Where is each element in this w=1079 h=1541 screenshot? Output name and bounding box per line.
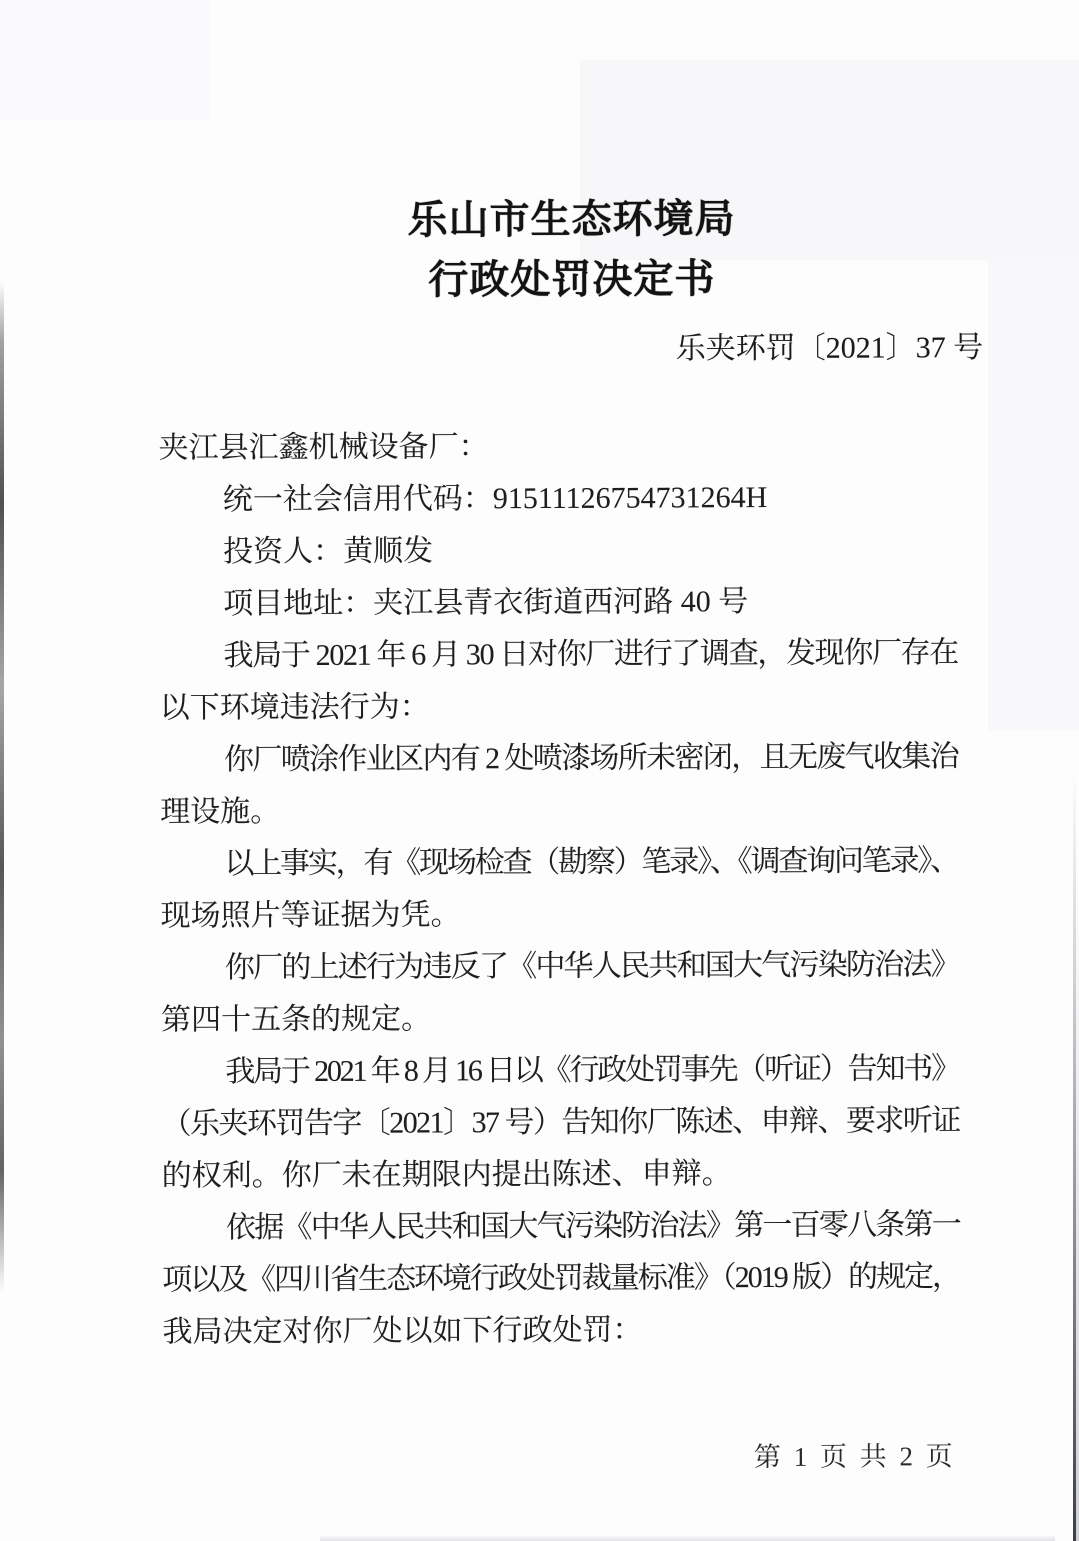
body-line: 统一社会信用代码：91511126754731264H <box>222 481 768 517</box>
document-title-type: 行政处罚决定书 <box>428 256 716 303</box>
body-line: 项目地址：夹江县青衣街道西河路 40 号 <box>223 585 749 621</box>
body-line: 第四十五条的规定。 <box>161 1002 432 1037</box>
body-line: 你厂喷涂作业区内有 2 处喷漆场所未密闭，且无废气收集治 <box>223 740 959 777</box>
page-number-footer: 第 1 页 共 2 页 <box>753 1441 956 1473</box>
document-number: 乐夹环罚〔2021〕37 号 <box>675 331 984 366</box>
body-line: 以下环境违法行为： <box>159 690 430 725</box>
body-line: 你厂的上述行为违反了《中华人民共和国大气污染防治法》 <box>224 948 959 985</box>
body-line: 理设施。 <box>160 795 281 829</box>
scan-edge-artifact-left <box>0 282 4 1292</box>
body-line: （乐夹环罚告字〔2021〕37 号）告知你厂陈述、申辩、要求听证 <box>161 1104 960 1141</box>
body-line: 我局于 2021 年 8 月 16 日以《行政处罚事先（听证）告知书》 <box>225 1052 959 1089</box>
document-title-agency: 乐山市生态环境局 <box>407 196 736 243</box>
body-line: 以上事实，有《现场检查（勘察）笔录》、《调查询问笔录》、 <box>224 844 959 881</box>
body-line: 投资人：黄顺发 <box>222 534 434 569</box>
body-line: 夹江县汇鑫机械设备厂： <box>158 430 489 465</box>
scan-edge-artifact-bottom <box>320 1535 1055 1541</box>
body-line: 依据《中华人民共和国大气污染防治法》第一百零八条第一 <box>225 1208 961 1245</box>
body-line: 现场照片等证据为凭。 <box>160 898 461 933</box>
body-line: 项以及《四川省生态环境行政处罚裁量标准》（2019 版）的规定， <box>162 1260 961 1297</box>
body-line: 我局于 2021 年 6 月 30 日对你厂进行了调查，发现你厂存在 <box>223 636 959 673</box>
document-body <box>158 419 962 1358</box>
body-line: 的权利。你厂未在期限内提出陈述、申辩。 <box>161 1157 732 1193</box>
body-line: 我局决定对你厂处以如下行政处罚： <box>162 1313 643 1349</box>
